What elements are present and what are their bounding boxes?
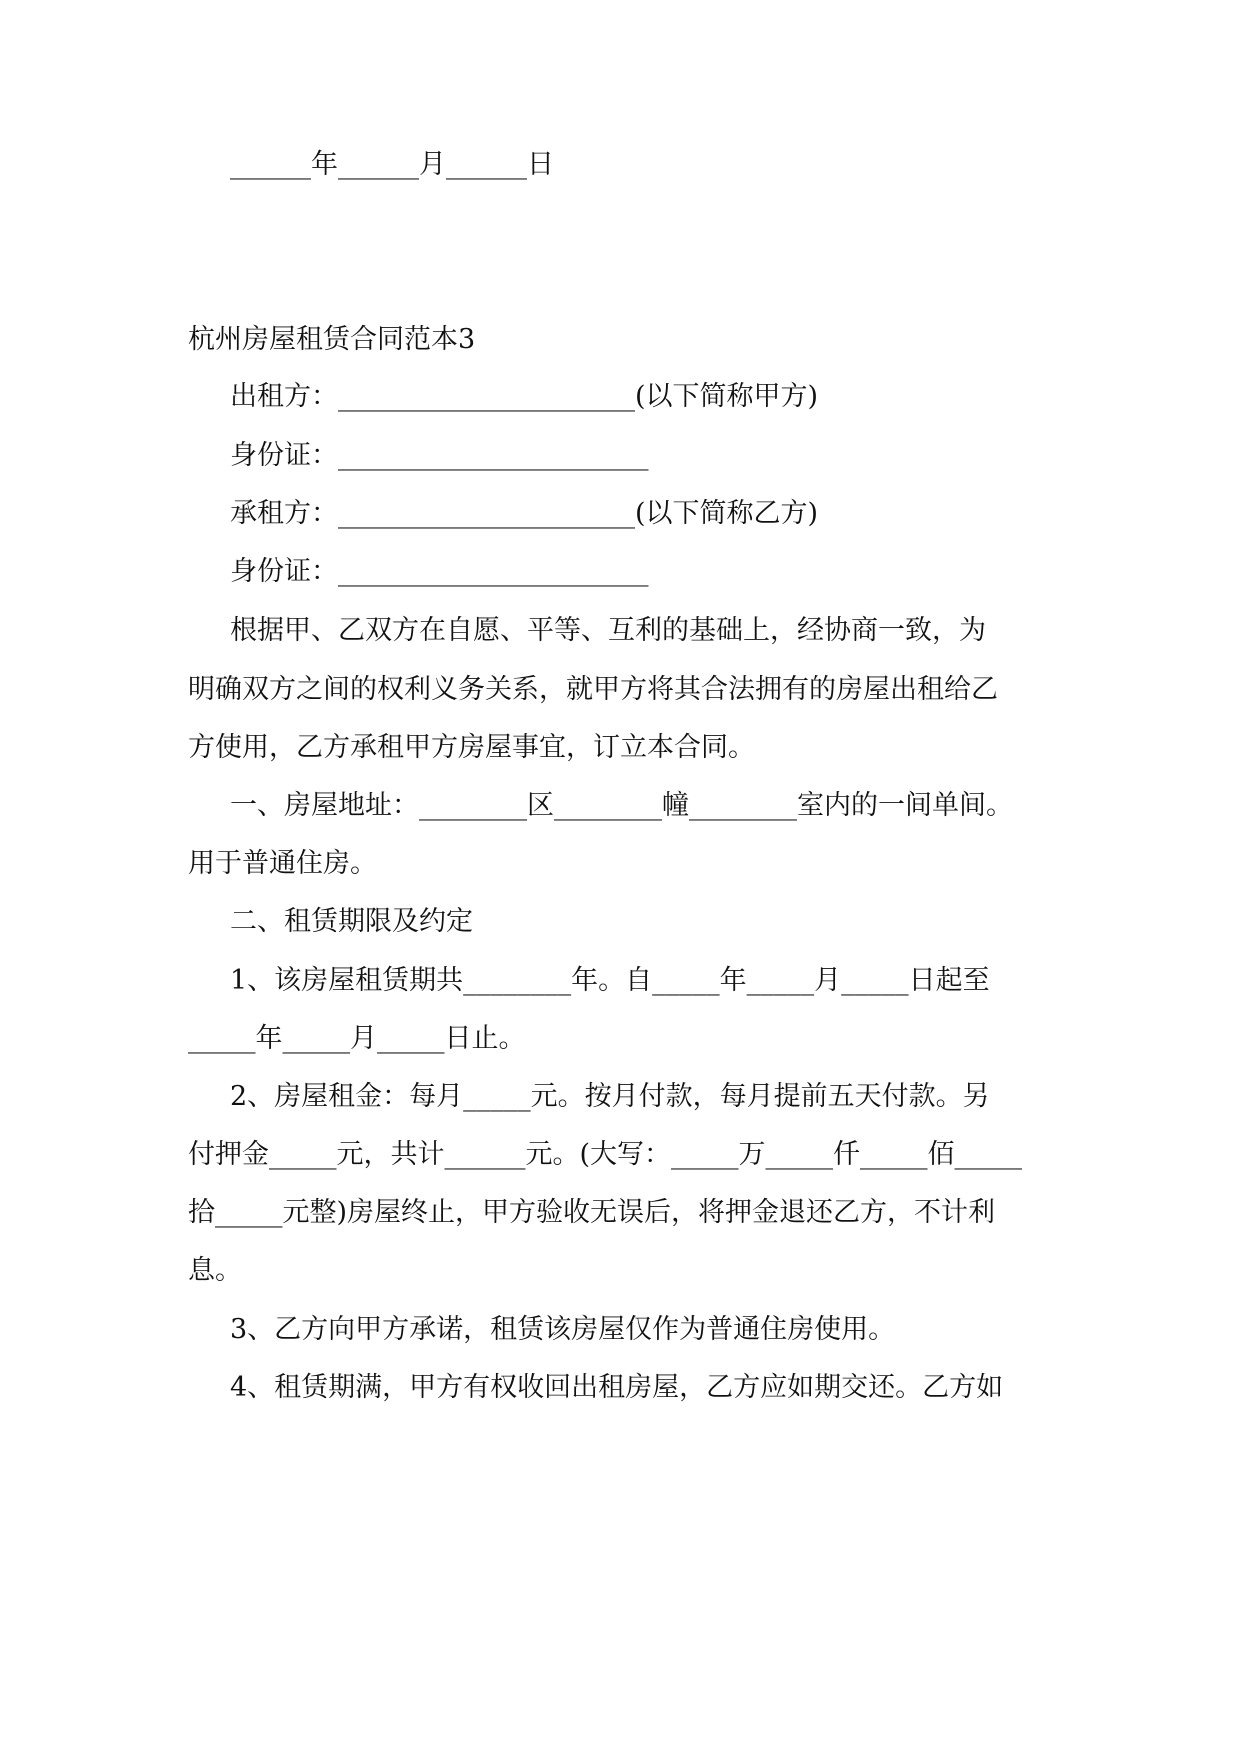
paragraph-line: 根据甲、乙双方在自愿、平等、互利的基础上，经协商一致，为 [230, 615, 986, 646]
clause-2-2-line: 息。 [188, 1255, 242, 1286]
lessee-line: 承租方：______________________(以下简称乙方) [230, 498, 819, 529]
clause-2-1-line: 1、该房屋租赁期共________年。自_____年_____月_____日起至 [230, 965, 990, 996]
paragraph-line: 方使用，乙方承租甲方房屋事宜，订立本合同。 [188, 732, 755, 763]
clause-2-4-line: 4、租赁期满，甲方有权收回出租房屋，乙方应如期交还。乙方如 [230, 1372, 1004, 1403]
contract-title: 杭州房屋租赁合同范本3 [188, 324, 476, 355]
clause-2-1-line: _____年_____月_____日止。 [188, 1023, 526, 1054]
date-line: ______年______月______日 [230, 149, 554, 180]
clause-2-heading: 二、租赁期限及约定 [230, 906, 473, 937]
clause-1-line: 用于普通住房。 [188, 848, 377, 879]
lessee-id-line: 身份证：_______________________ [230, 556, 649, 587]
clause-1-line: 一、房屋地址：________区________幢________室内的一间单间。 [230, 790, 1013, 821]
lessor-id-line: 身份证：_______________________ [230, 440, 649, 471]
clause-2-2-line: 付押金_____元，共计______元。(大写：_____万_____仟_____佰_____ [188, 1139, 1023, 1170]
paragraph-line: 明确双方之间的权利义务关系，就甲方将其合法拥有的房屋出租给乙 [188, 674, 998, 705]
clause-2-2-line: 拾_____元整)房屋终止，甲方验收无误后，将押金退还乙方，不计利 [188, 1197, 996, 1228]
clause-2-3-line: 3、乙方向甲方承诺，租赁该房屋仅作为普通住房使用。 [230, 1314, 896, 1345]
clause-2-2-line: 2、房屋租金：每月_____元。按月付款，每月提前五天付款。另 [230, 1081, 990, 1112]
lessor-line: 出租方：______________________(以下简称甲方) [230, 381, 819, 412]
